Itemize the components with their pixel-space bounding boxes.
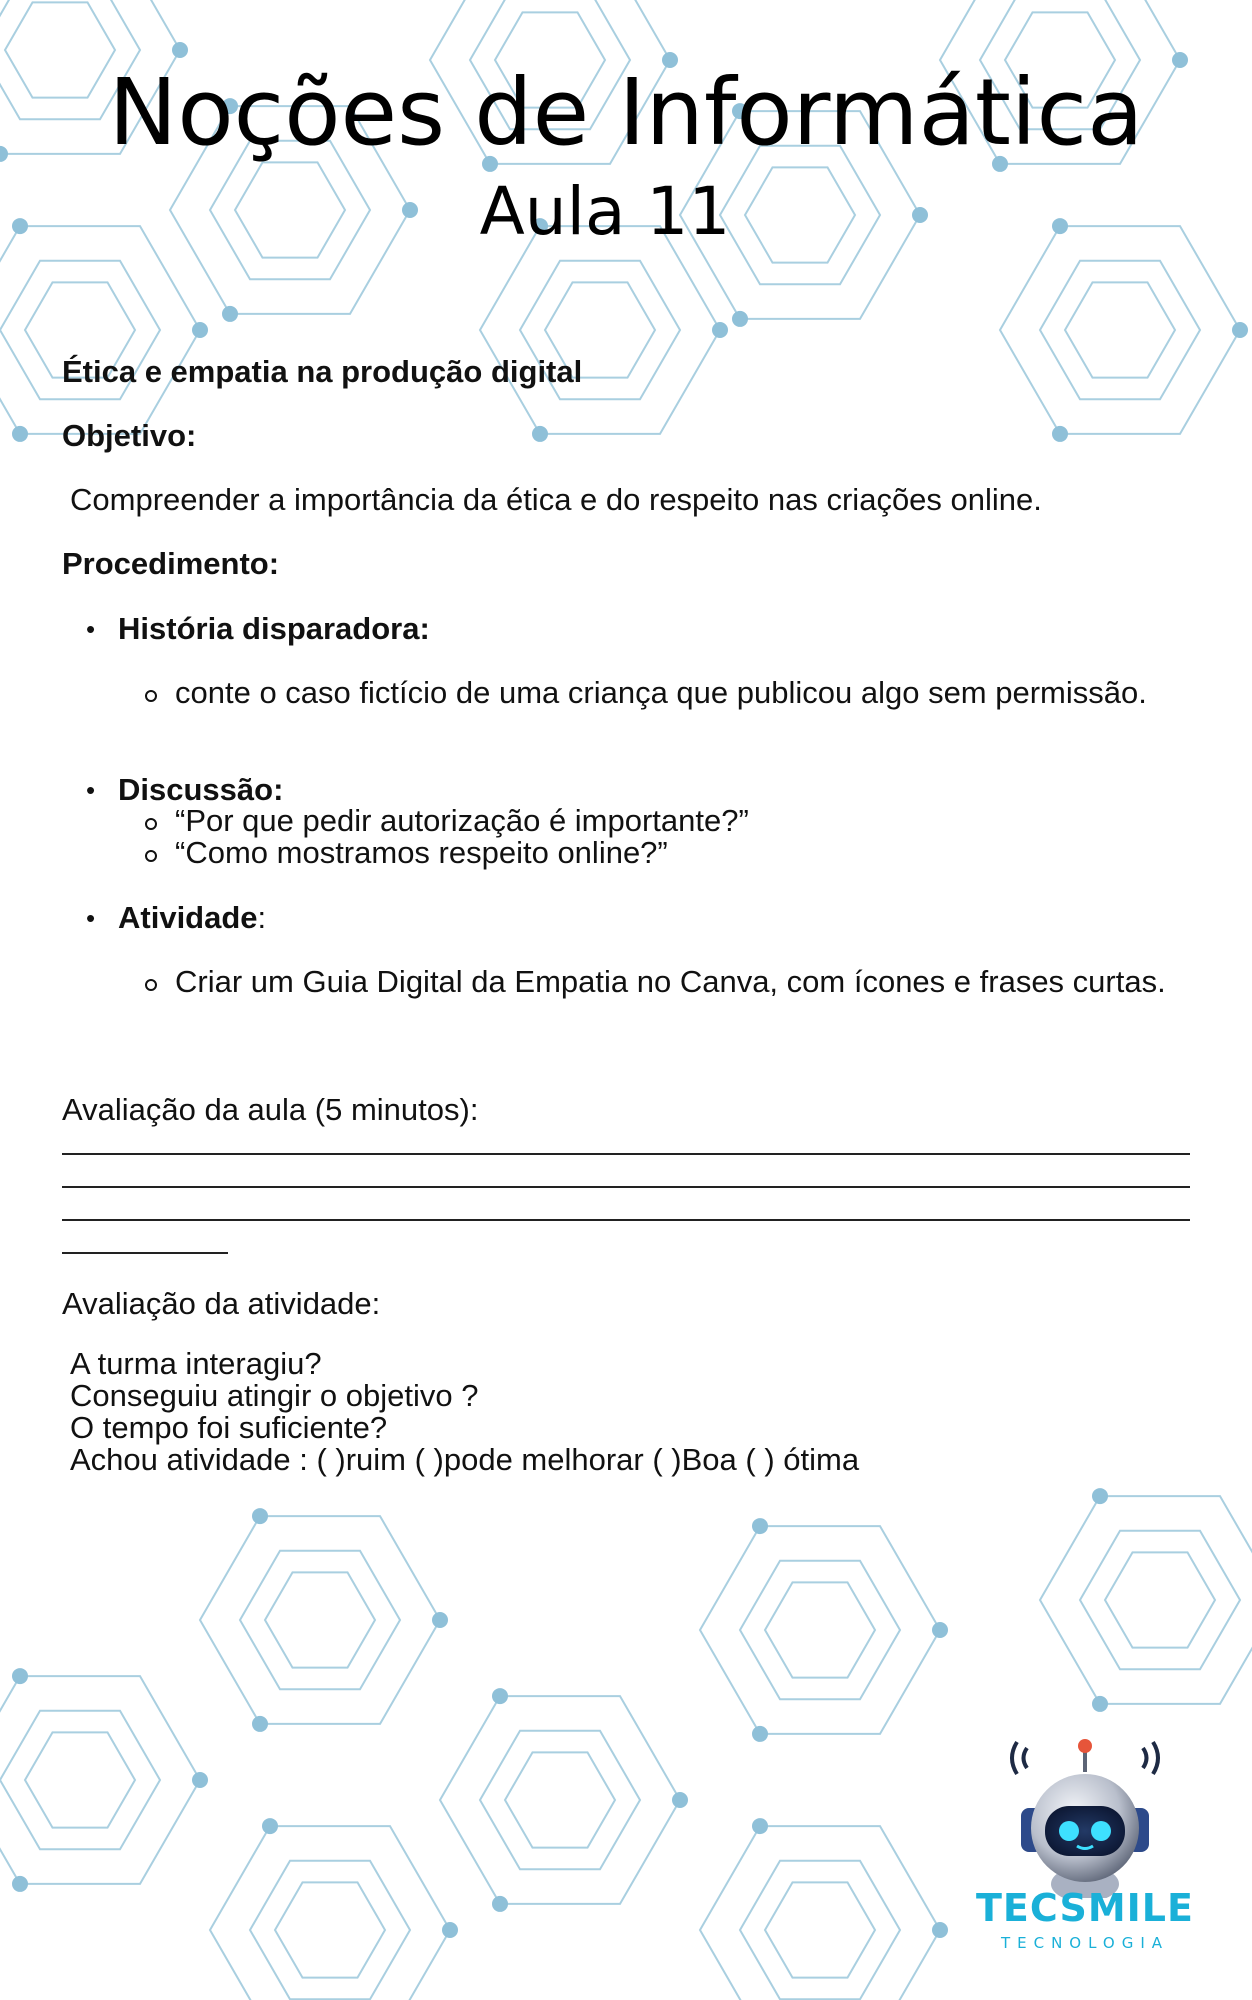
- evaluation-questions: [70, 1348, 859, 1476]
- objective-text: Compreender a importância da ética e do respeito nas criações online.: [70, 482, 1042, 517]
- objective-label: Objetivo:: [62, 418, 197, 453]
- answer-line: [62, 1219, 1190, 1221]
- logo-wordmark: TECSMILE: [976, 1886, 1194, 1930]
- sub-bullet-circle: [145, 690, 157, 702]
- evaluation-question: Conseguiu atingir o objetivo ?: [70, 1378, 479, 1413]
- evaluation-question: A turma interagiu?: [70, 1346, 322, 1381]
- procedure-label: Procedimento:: [62, 546, 280, 581]
- tecsmile-logo: [965, 1728, 1205, 1958]
- answer-line: [62, 1186, 1190, 1188]
- bullet-dot: •: [86, 775, 96, 805]
- sub-bullet-circle: [145, 979, 157, 991]
- step-label: Atividade: [118, 900, 258, 935]
- logo-tagline: TECNOLOGIA: [1000, 1934, 1170, 1952]
- step-item-text: conte o caso fictício de uma criança que publicou algo sem permissão.: [175, 675, 1147, 710]
- step-label: História disparadora:: [118, 611, 430, 646]
- lesson-topic: Ética e empatia na produção digital: [62, 354, 583, 389]
- step-activity-item: [145, 966, 1190, 998]
- step-item-text: Criar um Guia Digital da Empatia no Canva, com ícones e frases curtas.: [175, 964, 1166, 999]
- robot-icon: [965, 1728, 1205, 1898]
- page-title: Noções de Informática: [108, 59, 1144, 166]
- evaluation-question: Achou atividade : ( )ruim ( )pode melhorar ( )Boa ( ) ótima: [70, 1442, 860, 1477]
- lesson-number: Aula 11: [479, 173, 731, 250]
- step-discussion-item-1: [145, 805, 1190, 837]
- step-story-item: [145, 677, 1190, 709]
- activity-evaluation-label: Avaliação da atividade:: [62, 1286, 381, 1321]
- step-item-text: “Por que pedir autorização é importante?”: [175, 803, 749, 838]
- answer-line: [62, 1153, 1190, 1155]
- step-label-suffix: :: [257, 900, 267, 935]
- answer-line: [62, 1252, 228, 1254]
- sub-bullet-circle: [145, 818, 157, 830]
- step-label: Discussão:: [118, 772, 284, 807]
- bullet-dot: •: [86, 614, 96, 644]
- evaluation-question: O tempo foi suficiente?: [70, 1410, 388, 1445]
- step-item-text: “Como mostramos respeito online?”: [175, 835, 668, 870]
- sub-bullet-circle: [145, 850, 157, 862]
- class-evaluation-label: Avaliação da aula (5 minutos):: [62, 1092, 479, 1127]
- step-label-wrapper: [118, 900, 266, 936]
- step-discussion-item-2: [145, 837, 1190, 869]
- bullet-dot: •: [86, 903, 96, 933]
